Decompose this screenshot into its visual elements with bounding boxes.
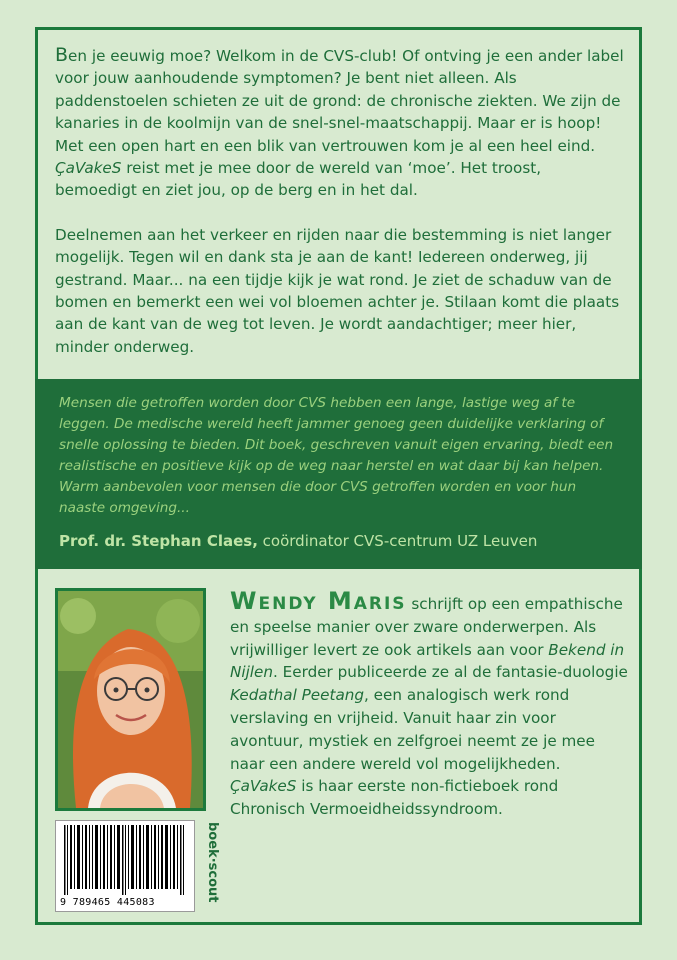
author-photo (55, 588, 206, 811)
barcode (55, 820, 195, 912)
book-title: ÇaVakeS (55, 159, 122, 178)
author-portrait-icon (58, 591, 203, 808)
intro-paragraph-1: Ben je eeuwig moe? Welkom in de CVS-club! Of ontving je een ander label voor jouw aanhoudende symptomen? Je bent niet alleen. Als paddenstoelen schieten ze uit de grond: de chronische ziekten. We zijn de kanaries in de koolmijn van de snel-snel-maatschappij. Maar er is hoop! Met een open hart en een blik van vertrouwen kom je al een heel eind. ÇaVakeS reist met je mee door de wereld van ‘moe’. Het troost, bemoedigt en ziet jou, op de berg en in het dal. (55, 44, 624, 200)
publisher-logo (194, 820, 220, 912)
author-name: Wendy Maris (230, 587, 407, 615)
author-bio: Wendy Maris schrijft op een empathische en speelse manier over zware onderwerpen. Als vrijwilliger levert ze ook artikels aan voor Bekend in Nijlen. Eerder publiceerde ze al de fantasie-duologie Kedathal Peetang, een analogisch werk rond verslaving en vrijheid. Vanuit haar zin voor avontuur, mystiek en zelfgroei neemt ze je mee naar een andere wereld vol mogelijkheden. ÇaVakeS is haar eerste non-fictieboek rond Chronisch Vermoeidheidssyndroom. (230, 587, 628, 819)
endorsement-attribution (59, 532, 618, 550)
barcode-bars-icon (56, 821, 194, 896)
endorser-role: coördinator CVS-centrum UZ Leuven (257, 532, 538, 550)
barcode-digits: 9 789465 445083 (60, 897, 155, 908)
endorsement-band (35, 379, 642, 569)
boekscout-logo-icon (194, 820, 220, 912)
intro-paragraph-2: Deelnemen aan het verkeer en rijden naar die bestemming is niet langer mogelijk. Tegen wil en dank sta je aan de kant! Iedereen onderweg, jij gestrand. Maar... na een tijdje kijk je wat rond. Je ziet de schaduw van de bomen en bemerkt een wei vol bloemen achter je. Stilaan komt die plaats aan de kant van de weg tot leven. Je wordt aandachtiger; meer hier, minder onderweg. (55, 225, 620, 356)
publisher-logo-text: boek·scout (205, 822, 220, 903)
endorser-name: Prof. dr. Stephan Claes, (59, 532, 258, 550)
drop-cap: B (55, 44, 69, 66)
endorsement-quote: Mensen die getroffen worden door CVS hebben een lange, lastige weg af te leggen. De medische wereld heeft jammer genoeg geen duidelijke verklaring of snelle oplossing te bieden. Dit boek, geschreven vanuit eigen ervaring, biedt een realistische en positieve kijk op de weg naar herstel en wat daar bij kan helpen. Warm aanbevolen voor mensen die door CVS getroffen worden en voor hun naaste omgeving... (59, 395, 614, 516)
intro-text (55, 44, 625, 380)
